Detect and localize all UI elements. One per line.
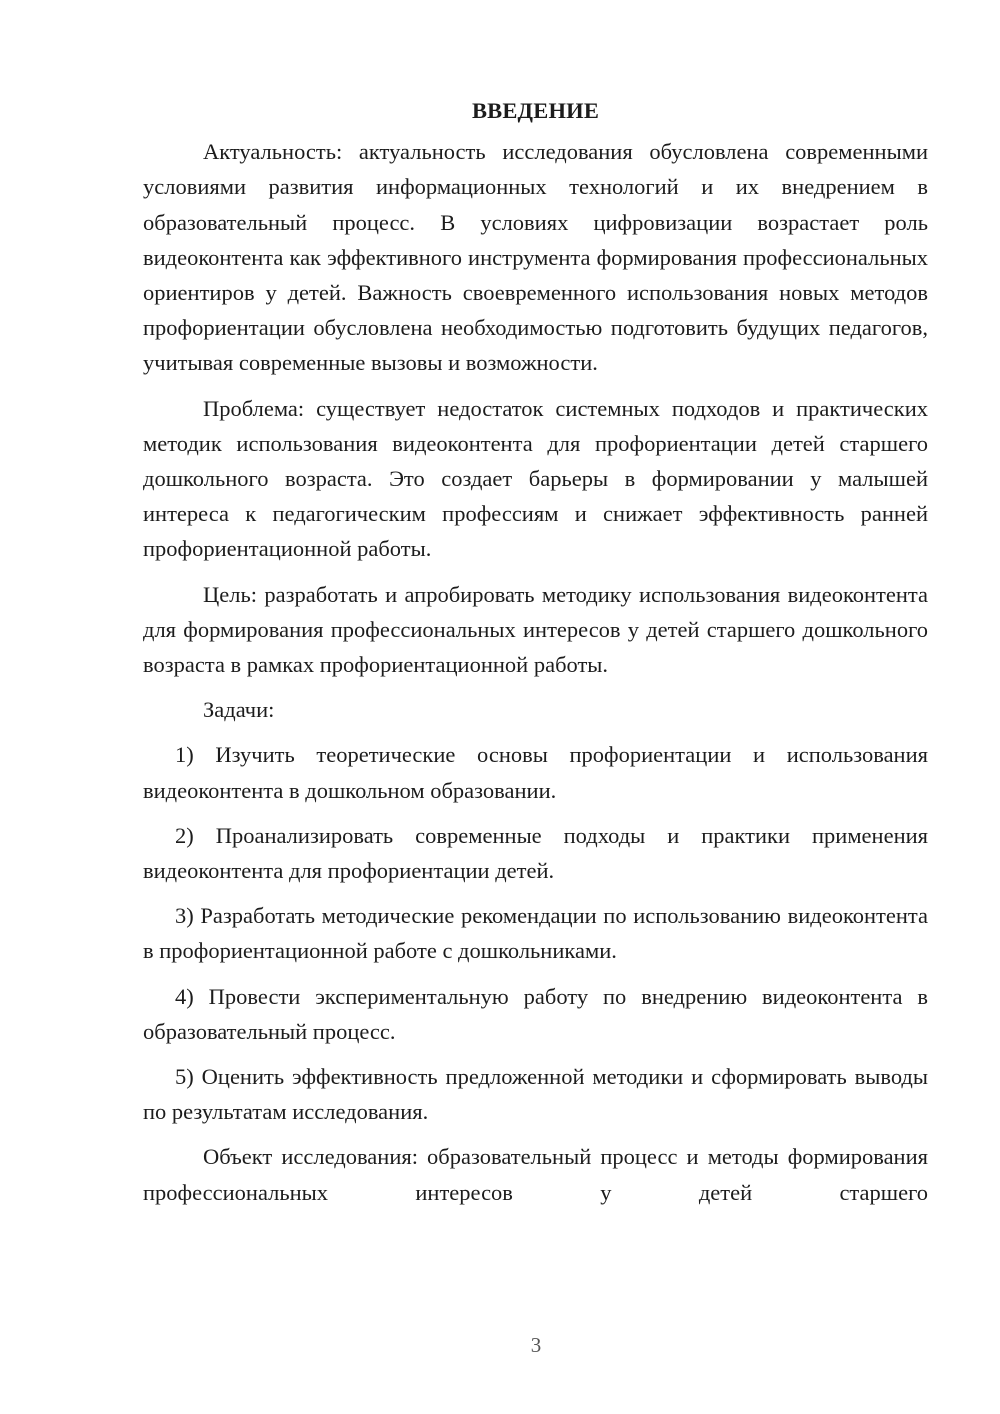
task-item-2: 2) Проанализировать современные подходы и практики применения видеоконтента для профориентации детей. [143,822,928,884]
tasks-label: Задачи: [203,697,275,723]
task-item-4: 4) Провести экспериментальную работу по внедрению видеоконтента в образовательный процесс. [143,983,928,1044]
page-number: 3 [530,1333,542,1357]
task-item-1: 1) Изучить теоретические основы профориентации и использования видеоконтента в дошкольном образовании. [143,742,928,803]
goal-paragraph: Цель: разработать и апробировать методику использования видеоконтента для формирования профессиональных интересов у детей старшего дошкольного возраста в рамках профориентационной работы. [143,581,928,678]
document-page [143,93,928,1220]
task-item-3: 3) Разработать методические рекомендации по использованию видеоконтента в профориентационной работе с дошкольниками. [143,903,928,964]
section-heading: ВВЕДЕНИЕ [471,98,600,123]
problem-paragraph: Проблема: существует недостаток системных подходов и практических методик использования видеоконтента для профориентации детей старшего дошкольного возраста. Это создает барьеры в формировании у малышей интереса к педагогическим профессиям и снижает эффективность ранней профориентационной работы. [143,395,928,562]
relevance-paragraph: Актуальность: актуальность исследования обусловлена современными условиями развития информационных технологий и их внедрением в образовательный процесс. В условиях цифровизации возрастает роль видеоконтента как эффективного инструмента формирования профессиональных ориентиров у детей. Важность своевременного использования новых методов профориентации обусловлена необходимостью подготовить будущих педагогов, учитывая современные вызовы и возможности. [143,139,928,376]
object-paragraph: Объект исследования: образовательный процесс и методы формирования профессиональных интересов у детей старшего [143,1144,928,1205]
task-item-5: 5) Оценить эффективность предложенной методики и сформировать выводы по результатам исследования. [143,1064,928,1125]
